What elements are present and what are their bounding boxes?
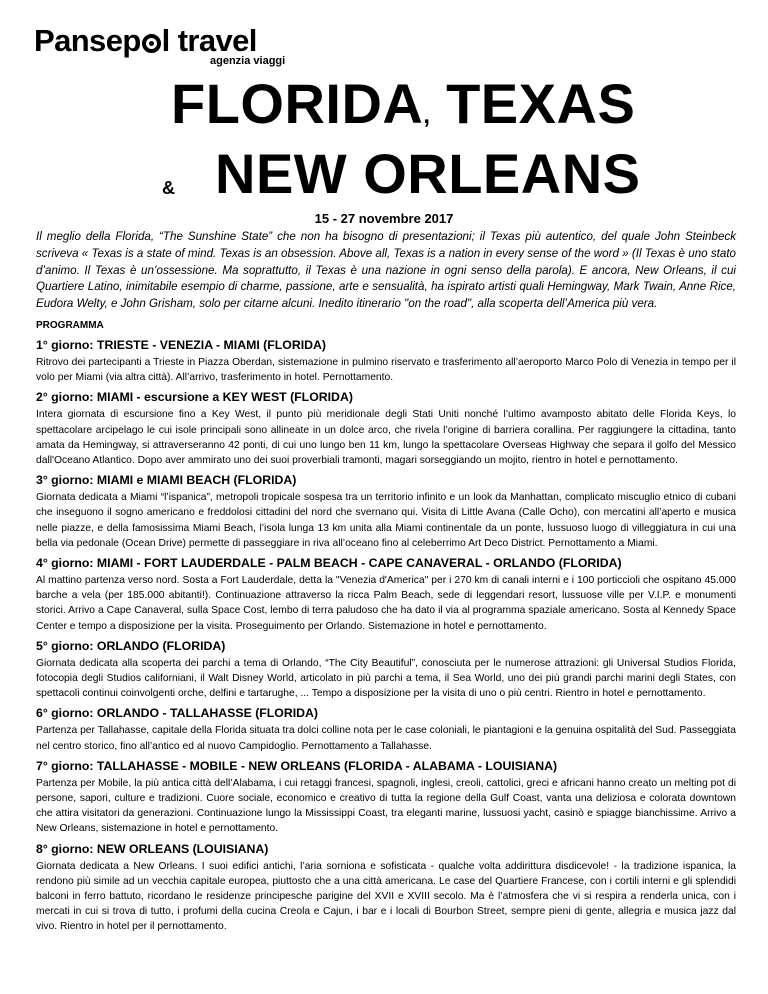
day-section (36, 472, 736, 551)
agency-logo (34, 24, 294, 70)
programma-label: PROGRAMMA (36, 319, 104, 331)
day-text: Al mattino partenza verso nord. Sosta a Fort Lauderdale, detta la "Venezia d'America" per i 270 km di canali interni e i 100 porticcioli che ospitano 45.000 barche a vela (per 185.000 abitanti!). Continuazione attraverso la ricca Palm Beach, sede di leggendari resort, lussuose ville per V.I.P. e monumenti storici. Arrivo a Cape Canaveral, sulla Space Cost, lembo di terra paludoso che ha dato il via al programma spaziale americano. Sosta al Kennedy Space Center e tempo a disposizione per la visita. Proseguimento per Orlando. Sistemazione in hotel e pernottamento. (36, 575, 736, 632)
day-text: Partenza per Mobile, la più antica città dell’Alabama, i cui retaggi francesi, spagnoli, inglesi, creoli, cattolici, greci e africani hanno creato un melting pot di persone, sapori, culture e tradizioni. Cuore sociale, economico e creativo di tutta la regione della Gulf Coast, vanta una deliziosa e colorata downtown che attira visitatori da generazioni. Continuazione lungo la Mississippi Coast, tra eleganti marine, lussuosi yacht, casinò e spiagge bianchissime. Arrivo a New Orleans, sistemazione in hotel e pernottamento. (36, 777, 736, 835)
day-heading: 2° giorno: MIAMI - escursione a KEY WEST (FLORIDA) (36, 390, 353, 405)
day-heading: 1° giorno: TRIESTE - VENEZIA - MIAMI (FLORIDA) (36, 337, 327, 352)
trip-dates: 15 - 27 novembre 2017 (314, 211, 454, 226)
day-text: Intera giornata di escursione fino a Key West, il punto più meridionale degli Stati Uniti nonché l’ultimo avamposto abitato delle Florida Keys, lo spettacolare arcipelago le cui isole principali sono allineate in un dolce arco, che rivela l’origine di barriera corallina. Per raggiungere la cittadina, tanto amata da Hemingway, si attraverseranno 42 ponti, di cui uno lungo ben 11 km, lungo la spettacolare Overseas Highway che separa il golfo del Messico dall'Oceano Atlantico. Dopo aver ammirato uno dei suoi proverbiali tramonti, magari sorseggiando un mojito, rientro in hotel e pernottamento. (36, 409, 736, 466)
day-text: Ritrovo dei partecipanti a Trieste in Piazza Oberdan, sistemazione in pulmino riservato e trasferimento all’aeroporto Marco Polo di Venezia in tempo per il volo per Miami (via altra città). All’arrivo, trasferimento in hotel. Pernottamento. (36, 356, 736, 384)
title-florida: FLORIDA (171, 72, 424, 135)
logo-text-part2: l travel (161, 23, 257, 58)
day-section (36, 705, 736, 753)
day-section (36, 337, 736, 385)
day-heading: 3° giorno: MIAMI e MIAMI BEACH (FLORIDA) (36, 473, 297, 488)
title-line-1 (171, 72, 635, 148)
day-heading: 6° giorno: ORLANDO - TALLAHASSE (FLORIDA) (36, 706, 319, 721)
day-text: Giornata dedicata a Miami “l’ispanica”, metropoli tropicale sospesa tra un territorio infinito e un look da Manhattan, complicato miscuglio etnico di cubani che inseguono il sogno americano e freddolosi cittadini del nord che svernano qui. Visita di Little Avana (Calle Ocho), con mercatini all’aperto e musica nelle piazze, e della famosissima Miami Beach, l’isola lunga 13 km unita alla Miami continentale da un ponte, lussuoso luogo di villeggiatura in cui una bella via pedonale (Ocean Drive) permette di passeggiare in riva all’oceano fino al celeberrimo Art Deco District. Pernottamento a Miami. (36, 492, 736, 549)
itinerary-content (36, 229, 736, 935)
day-section (36, 555, 736, 634)
logo-o-icon (142, 34, 161, 53)
logo-text-part1: Pansep (34, 23, 141, 58)
day-section (36, 841, 736, 935)
logo-subtitle: agenzia viaggi (210, 55, 286, 67)
day-section (36, 758, 736, 837)
day-section (36, 389, 736, 468)
title-line-2: NEW ORLEANS (215, 142, 641, 205)
day-heading: 7° giorno: TALLAHASSE - MOBILE - NEW ORLEANS (FLORIDA - ALABAMA - LOUISIANA) (36, 758, 558, 773)
title-texas: TEXAS (430, 72, 636, 135)
day-section (36, 638, 736, 702)
intro-paragraph: Il meglio della Florida, “The Sunshine State” che non ha bisogno di presentazioni; il Texas più autentico, del quale John Steinbeck scriveva « Texas is a state of mind. Texas is an obsession. Above all, Texas is a nation in every sense of the word » (Il Texas è uno stato d’animo. Il Texas è un’ossessione. Ma soprattutto, il Texas è una nazione in ogni senso della parola). E ancora, New Orleans, il cui Quartiere Latino, inimitabile esempio di charme, passione, arte e sensualità, ha ispirato artisti quali Hemingway, Mark Twain, Anne Rice, Eudora Welty, e John Grisham, solo per citarne alcuni. Inedito itinerario "on the road", alla scoperta dell’America più vera. (36, 230, 736, 311)
day-heading: 4° giorno: MIAMI - FORT LAUDERDALE - PALM BEACH - CAPE CANAVERAL - ORLANDO (FLORIDA) (36, 556, 622, 571)
title-comma: , (423, 102, 431, 129)
day-heading: 8° giorno: NEW ORLEANS (LOUISIANA) (36, 841, 269, 856)
day-text: Giornata dedicata a New Orleans. I suoi edifici antichi, l’aria sorniona e sofisticata - qualche volta addirittura disdicevole! - la tradizione ispanica, la rendono più simile ad un vecchia capitale europea, piuttosto che a una città americana. Le case del Quartiere Francese, con i cortili interni e gli splendidi balconi in ferro battuto, ricordano le residenze principesche parigine del XVII e XVIII secolo. Ma è l’atmosfera che vi si respira a renderla unica, con i mercati in cui si trova di tutto, i profumi della cucina Creola e Cajun, i bar e i locali di Bourbon Street, sempre pieni di gente, allegria e musica jazz dal vivo. Rientro in hotel per il pernottamento. (36, 860, 736, 933)
day-text: Giornata dedicata alla scoperta dei parchi a tema di Orlando, “The City Beautiful”, conosciuta per le numerose attrazioni: gli Universal Studios Florida, fotocopia degli Studios californiani, il Walt Disney World, articolato in più parchi a tema, il Sea World, uno dei più grandi parchi marini degli States, con spettacoli continui coinvolgenti orche, delfini e tartarughe, ... Tempo a disposizione per la visita di uno o più centri. Rientro in hotel e pernottamento. (36, 657, 736, 700)
day-text: Partenza per Tallahasse, capitale della Florida situata tra dolci colline nota per le case coloniali, le piantagioni e la genuina ospitalità del Sud. Passeggiata nel centro storico, fino all’antico ed al nuovo Campidoglio. Pernottamento a Tallahasse. (36, 725, 736, 752)
title-ampersand: & (162, 178, 175, 198)
day-heading: 5° giorno: ORLANDO (FLORIDA) (36, 638, 226, 653)
